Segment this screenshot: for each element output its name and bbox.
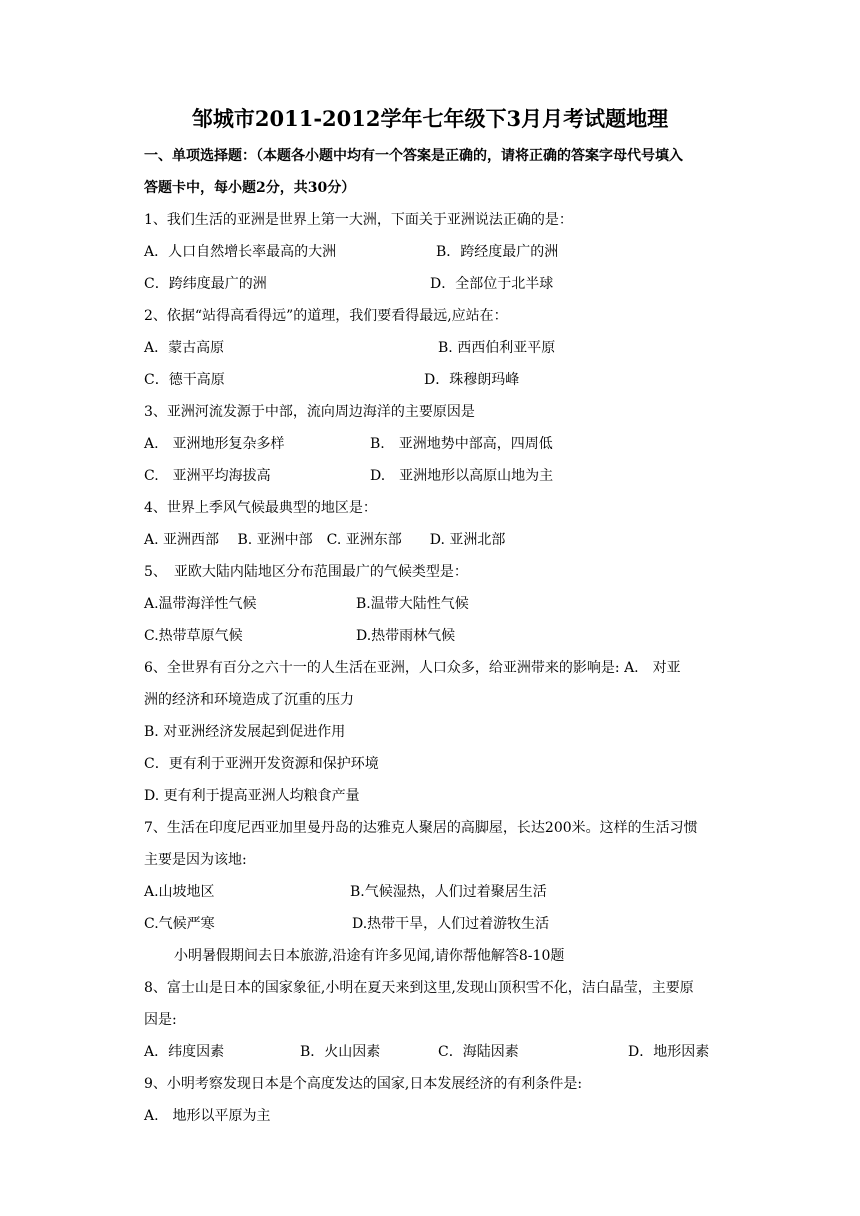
question-3-options-cd [144,460,784,492]
question-4-options: A. 亚洲西部 B. 亚洲中部 C. 亚洲东部 D. 亚洲北部 [144,532,506,548]
question-list [144,140,784,1132]
question-9-stem: 9、小明考察发现日本是个高度发达的国家,日本发展经济的有利条件是: [144,1076,583,1092]
option-b: B. 西西伯利亚平原 [438,340,556,356]
question-5-options-cd [144,620,784,652]
question-2-stem: 2、依据“站得高看得远”的道理，我们要看得最远,应站在： [144,308,508,324]
question-3-options-ab [144,428,784,460]
option-c: C. 亚洲平均海拔高 [144,468,271,484]
option-a: A.山坡地区 [144,884,215,900]
question-8-options [144,1036,784,1068]
option-d: D．全部位于北半球 [430,276,554,292]
section-heading: 一、单项选择题：（本题各小题中均有一个答案是正确的，请将正确的答案字母代号填入 [144,148,683,164]
question-6-stem-cont: 洲的经济和环境造成了沉重的压力 [144,692,354,708]
option-b: B．火山因素 [300,1044,381,1060]
question-7-options-ab [144,876,784,908]
option-a: A．纬度因素 [144,1044,225,1060]
scenario-intro: 小明暑假期间去日本旅游,沿途有许多见闻,请你帮他解答8-10题 [174,948,565,964]
question-2-options-cd [144,364,784,396]
question-9-option-a: A. 地形以平原为主 [144,1108,271,1124]
question-8-stem: 8、富士山是日本的国家象征,小明在夏天来到这里,发现山顶积雪不化，洁白晶莹，主要原 [144,980,694,996]
question-7-stem: 7、生活在印度尼西亚加里曼丹岛的达雅克人聚居的高脚屋，长达200米。这样的生活习惯 [144,820,698,836]
option-a: A．蒙古高原 [144,340,225,356]
option-b: B. 亚洲地势中部高，四周低 [370,436,553,452]
question-4-stem: 4、世界上季风气候最典型的地区是： [144,500,377,516]
question-5-stem: 5、 亚欧大陆内陆地区分布范围最广的气候类型是： [144,564,468,580]
option-a: A.温带海洋性气候 [144,596,257,612]
page-title: 邹城市2011-2012学年七年级下3月月考试题地理 [191,106,669,131]
question-1-options-ab [144,236,784,268]
question-8-stem-cont: 因是: [144,1012,177,1028]
option-b: B.气候湿热，人们过着聚居生活 [350,884,547,900]
option-b: B．跨经度最广的洲 [436,244,559,260]
question-6-option-b: B. 对亚洲经济发展起到促进作用 [144,724,346,740]
option-c: C.气候严寒 [144,916,215,932]
option-a: A. 亚洲地形复杂多样 [144,436,285,452]
question-3-stem: 3、亚洲河流发源于中部，流向周边海洋的主要原因是 [144,404,475,420]
option-c: C．德干高原 [144,372,225,388]
option-c: C．海陆因素 [438,1044,519,1060]
option-a: A．人口自然增长率最高的大洲 [144,244,337,260]
option-d: D. 亚洲地形以高原山地为主 [370,468,554,484]
question-1-stem: 1、我们生活的亚洲是世界上第一大洲，下面关于亚洲说法正确的是： [144,212,573,228]
question-2-options-ab [144,332,784,364]
question-1-options-cd [144,268,784,300]
question-6-option-c: C．更有利于亚洲开发资源和保护环境 [144,756,379,772]
option-d: D．地形因素 [628,1044,710,1060]
question-5-options-ab [144,588,784,620]
section-heading-cont: 答题卡中，每小题2分，共30分） [144,180,356,196]
question-7-stem-cont: 主要是因为该地: [144,852,247,868]
question-6-stem: 6、全世界有百分之六十一的人生活在亚洲，人口众多，给亚洲带来的影响是: A. 对亚 [144,660,681,676]
option-b: B.温带大陆性气候 [356,596,469,612]
question-6-option-d: D. 更有利于提高亚洲人均粮食产量 [144,788,360,804]
option-d: D．珠穆朗玛峰 [424,372,520,388]
question-7-options-cd [144,908,784,940]
option-c: C．跨纬度最广的洲 [144,276,267,292]
option-d: D.热带干旱，人们过着游牧生活 [352,916,550,932]
option-c: C.热带草原气候 [144,628,243,644]
option-d: D.热带雨林气候 [356,628,456,644]
